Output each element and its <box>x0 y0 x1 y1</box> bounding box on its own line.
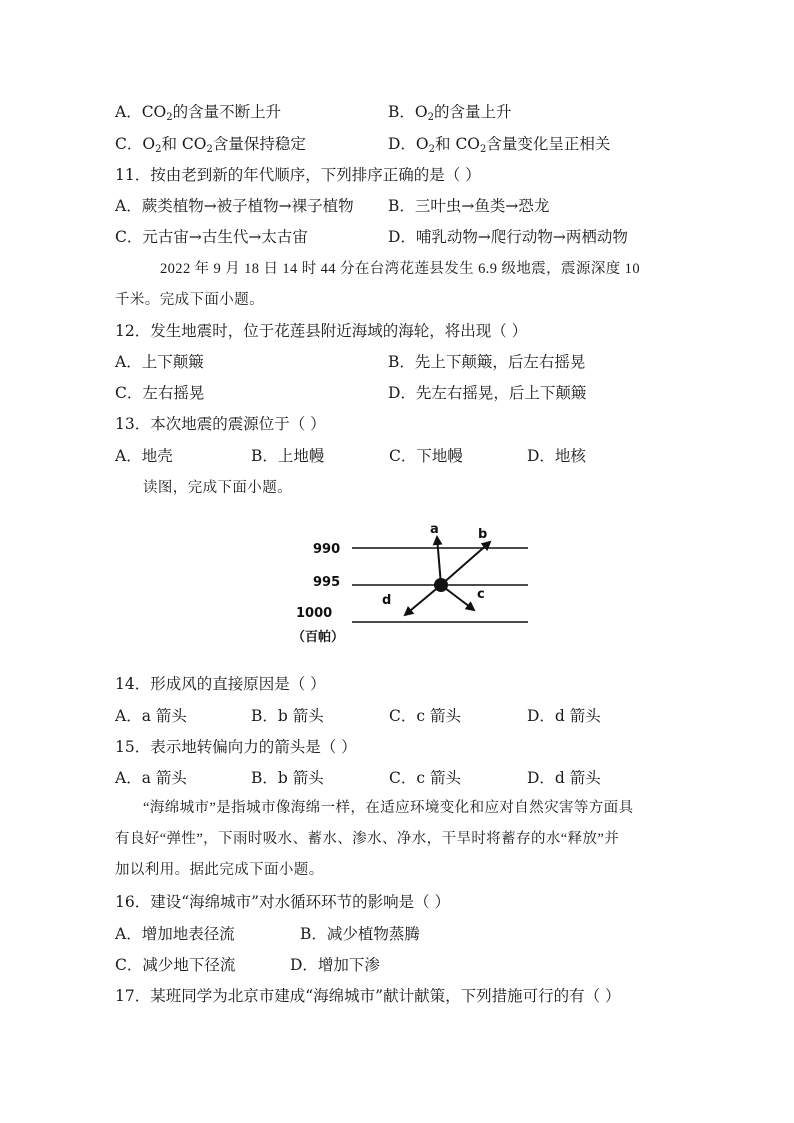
q14-intro: 读图，完成下面小题。 <box>143 480 292 496</box>
q16-stem: 16．建设“海绵城市”对水循环环节的影响是（ ） <box>115 893 450 911</box>
q14-option-b: B．b 箭头 <box>251 707 324 725</box>
q10-option-c: C．$O_2$和 $CO_2$含量保持稳定 <box>115 135 306 155</box>
q12-stem: 12．发生地震时，位于花莲县附近海域的海轮，将出现（ ） <box>115 322 528 340</box>
q13-stem: 13．本次地震的震源位于（ ） <box>115 415 326 433</box>
q16-intro-line2: 有良好“弹性”，下雨时吸水、蓄水、渗水、净水，干旱时将蓄存的水“释放”并 <box>115 831 620 847</box>
q15-option-c: C．c 箭头 <box>389 769 461 787</box>
q13-option-b: B．上地幔 <box>251 447 325 465</box>
q15-stem: 15．表示地转偏向力的箭头是（ ） <box>115 738 357 756</box>
arrow-d-label: d <box>382 593 392 608</box>
q10-option-a: A．$CO_2$的含量不断上升 <box>115 103 282 123</box>
q14-option-d: D．d 箭头 <box>527 707 601 725</box>
q16-intro-line1: “海绵城市”是指城市像海绵一样，在适应环境变化和应对自然灾害等方面具 <box>143 800 634 816</box>
q12-option-d: D．先左右摇晃，后上下颠簸 <box>388 384 587 402</box>
q12-option-c: C．左右摇晃 <box>115 384 205 402</box>
q16-option-a: A．增加地表径流 <box>115 925 235 943</box>
q14-option-c: C．c 箭头 <box>389 707 461 725</box>
isobar-label-995: 995 <box>313 575 341 590</box>
isobar-wind-diagram <box>290 515 550 655</box>
q16-intro-line3: 加以利用。据此完成下面小题。 <box>115 862 324 878</box>
q15-option-b: B．b 箭头 <box>251 769 324 787</box>
q11-stem: 11．按由老到新的年代顺序，下列排序正确的是（ ） <box>115 166 481 184</box>
q12-option-b: B．先上下颠簸，后左右摇晃 <box>388 353 586 371</box>
q17-stem: 17．某班同学为北京市建成“海绵城市”献计献策，下列措施可行的有（ ） <box>115 987 621 1005</box>
air-parcel-dot <box>434 578 448 592</box>
q12-option-a: A．上下颠簸 <box>115 353 204 371</box>
q12-intro-line1: 2022 年 9 月 18 日 14 时 44 分在台湾花莲县发生 6.9 级地震，震源深度 10 <box>160 261 640 277</box>
q14-option-a: A．a 箭头 <box>115 707 187 725</box>
q11-option-a: A．蕨类植物→被子植物→裸子植物 <box>115 197 354 215</box>
arrow-c-label: c <box>477 587 485 602</box>
q15-option-d: D．d 箭头 <box>527 769 601 787</box>
arrow-a-label: a <box>430 522 439 537</box>
arrow-d <box>405 585 441 615</box>
pressure-unit-label: （百帕） <box>292 630 345 645</box>
q13-option-a: A．地壳 <box>115 447 173 465</box>
q10-option-d: D．$O_2$和 $CO_2$含量变化呈正相关 <box>388 135 611 155</box>
q16-option-c: C．减少地下径流 <box>115 956 236 974</box>
q10-option-b: B．$O_2$的含量上升 <box>388 103 512 123</box>
q15-option-a: A．a 箭头 <box>115 769 187 787</box>
q11-option-b: B．三叶虫→鱼类→恐龙 <box>388 197 550 215</box>
q16-option-b: B．减少植物蒸腾 <box>300 925 420 943</box>
q13-option-d: D．地核 <box>527 447 586 465</box>
q16-option-d: D．增加下渗 <box>290 956 380 974</box>
arrow-b-label: b <box>478 527 488 542</box>
q14-stem: 14．形成风的直接原因是（ ） <box>115 675 326 693</box>
q13-option-c: C．下地幔 <box>389 447 463 465</box>
q11-option-d: D．哺乳动物→爬行动物→两栖动物 <box>388 228 628 246</box>
q11-option-c: C．元古宙→古生代→太古宙 <box>115 228 308 246</box>
isobar-label-1000: 1000 <box>296 606 333 621</box>
arrow-a <box>437 537 441 585</box>
q12-intro-line2: 千米。完成下面小题。 <box>115 292 264 308</box>
isobar-label-990: 990 <box>313 542 341 557</box>
